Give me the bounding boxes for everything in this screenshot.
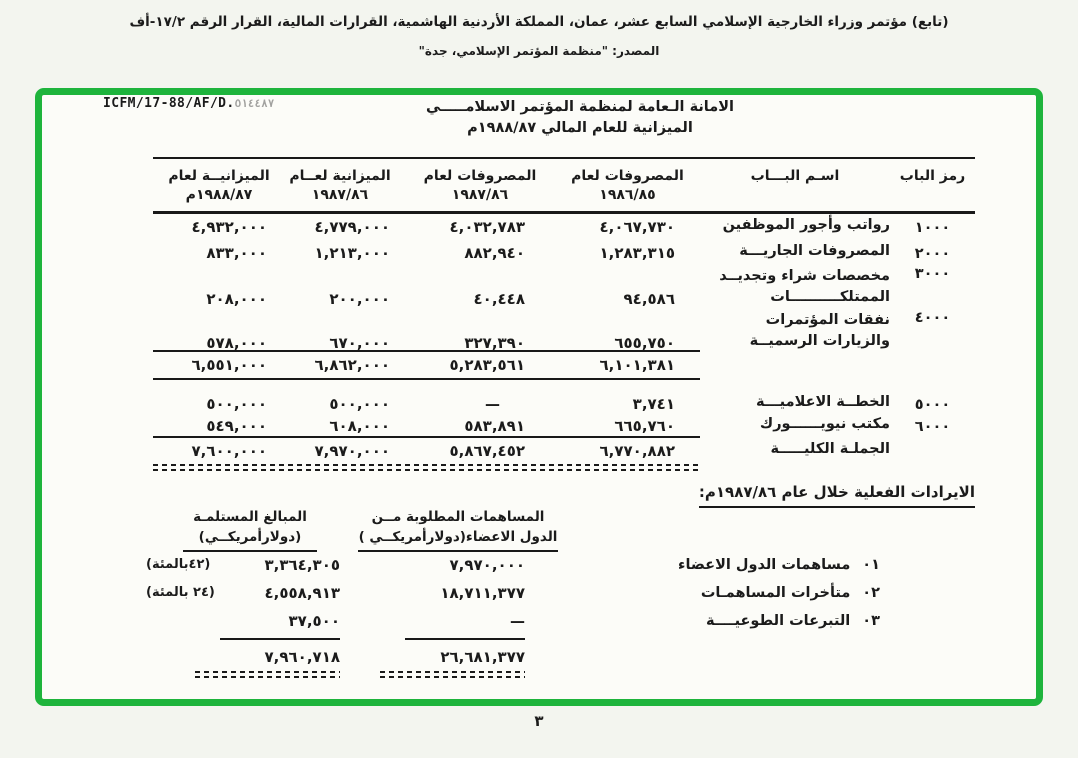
reference-code-faded: ٥١٤٤٨٧ xyxy=(234,97,275,110)
column-header-code: رمز الباب xyxy=(899,168,966,184)
document-title-line1: الامانة الـعامة لمنظمة المؤتمر الاسلامـــــي xyxy=(426,99,734,115)
budget-8887-value: ٥٠٠,٠٠٠ xyxy=(206,395,267,413)
revenue-item-3 xyxy=(678,607,880,635)
percentage-1: (٤٢بالمئة) xyxy=(146,557,211,572)
expenses-8685-value: ٦٥٥,٧٥٠ xyxy=(614,334,675,352)
expenses-8685-value: ١,٢٨٣,٣١٥ xyxy=(599,244,675,262)
table-row-2000 xyxy=(153,240,975,266)
total-expenses-8685: ٦,٧٧٠,٨٨٢ xyxy=(599,442,675,460)
section-code: ٣٠٠٠ xyxy=(914,266,951,282)
expenses-8786-value: — xyxy=(485,395,500,413)
budget-8887-value: ٨٣٣,٠٠٠ xyxy=(206,244,267,262)
budget-8786-value: ٢٠٠,٠٠٠ xyxy=(329,290,390,308)
expenses-8685-value: ٩٤,٥٨٦ xyxy=(623,290,675,308)
budget-table-header xyxy=(153,159,975,211)
required-values-column xyxy=(361,551,525,679)
total-budget-8786: ٧,٩٧٠,٠٠٠ xyxy=(314,442,390,460)
revenue-item-label: متأخرات المساهمـات xyxy=(700,585,851,601)
total-double-rule xyxy=(153,464,700,472)
expenses-8685-value: ٦٦٥,٧٦٠ xyxy=(614,417,675,435)
total-row xyxy=(153,438,975,464)
table-row-6000 xyxy=(153,414,975,436)
budget-8887-value: ٥٧٨,٠٠٠ xyxy=(206,334,267,352)
column-header-name: اسـم البـــاب xyxy=(750,168,840,184)
expenses-8685-value: ٤,٠٦٧,٧٣٠ xyxy=(599,218,675,236)
section-name: الخطــة الاعلاميـــة xyxy=(756,394,890,410)
required-value-3: — xyxy=(510,612,525,630)
required-total-rule xyxy=(405,638,525,640)
column-header-budget-8887: الميزانيــة لعام ١٩٨٨/٨٧م xyxy=(168,168,270,203)
table-row-3000 xyxy=(153,266,975,310)
revenues-list xyxy=(678,551,880,635)
budget-8786-value: ٤,٧٧٩,٠٠٠ xyxy=(314,218,390,236)
expenses-8786-value: ٤٠,٤٤٨ xyxy=(473,290,525,308)
received-total: ٧,٩٦٠,٧١٨ xyxy=(264,648,340,666)
budget-8887-value: ٥٤٩,٠٠٠ xyxy=(206,417,267,435)
conference-header-line: (تابع) مؤتمر وزراء الخارجية الإسلامي السابع عشر، عمان، المملكة الأردنية الهاشمية، القرارات المالية، القرار الرقم ١٧/٢-أف xyxy=(129,14,949,30)
received-total-double-rule xyxy=(195,671,340,679)
budget-8887-value: ٢٠٨,٠٠٠ xyxy=(206,290,267,308)
budget-8786-value: ٦٧٠,٠٠٠ xyxy=(329,334,390,352)
received-value-3: ٣٧,٥٠٠ xyxy=(288,612,340,630)
section-code: ٥٠٠٠ xyxy=(914,397,951,413)
percentage-column xyxy=(146,551,215,607)
revenues-title: الايرادات الفعلية خلال عام ١٩٨٧/٨٦م: xyxy=(699,483,975,508)
received-value-1: ٣,٣٦٤,٣٠٥ xyxy=(264,556,340,574)
source-line: المصدر: "منظمة المؤتمر الإسلامي، جدة" xyxy=(418,44,660,58)
budget-8786-value: ٦٠٨,٠٠٠ xyxy=(329,417,390,435)
received-total-rule xyxy=(220,638,340,640)
section-name: المصروفات الجاريـــة xyxy=(739,243,890,259)
table-row-4000 xyxy=(153,310,975,350)
section-name: مكتب نيويــــــورك xyxy=(759,416,890,432)
revenue-item-1 xyxy=(678,551,880,579)
subtotal-expenses-8786: ٥,٢٨٣,٥٦١ xyxy=(449,356,525,374)
received-value-2: ٤,٥٥٨,٩١٣ xyxy=(264,584,340,602)
revenue-item-label: التبرعات الطوعيــــة xyxy=(705,613,851,629)
table-row-1000 xyxy=(153,214,975,240)
expenses-8786-value: ٥٨٣,٨٩١ xyxy=(464,417,525,435)
revenue-item-number: ٠٢ xyxy=(862,585,880,601)
page-number: ٣ xyxy=(534,712,544,730)
document-title xyxy=(420,97,740,139)
total-budget-8887: ٧,٦٠٠,٠٠٠ xyxy=(191,442,267,460)
document-title-line2: الميزانية للعام المالي ١٩٨٨/٨٧م xyxy=(467,120,693,136)
expenses-8786-value: ٨٨٢,٩٤٠ xyxy=(464,244,525,262)
required-value-1: ٧,٩٧٠,٠٠٠ xyxy=(449,556,525,574)
reference-code-text: ICFM/17-88/AF/D. xyxy=(103,96,235,111)
table-row-5000 xyxy=(153,392,975,414)
subtotal-budget-8887: ٦,٥٥١,٠٠٠ xyxy=(191,356,267,374)
section-name: رواتب وأجور الموظفين xyxy=(722,217,890,233)
expenses-8786-value: ٤,٠٣٢,٧٨٣ xyxy=(449,218,525,236)
reference-code xyxy=(103,96,274,111)
required-total-double-rule xyxy=(380,671,525,679)
subtotal-expenses-8685: ٦,١٠١,٣٨١ xyxy=(599,356,675,374)
section-code: ١٠٠٠ xyxy=(914,220,951,236)
column-header-budget-8786: الميزانية لعــام ١٩٨٧/٨٦ xyxy=(289,168,391,203)
required-total: ٢٦,٦٨١,٣٧٧ xyxy=(440,648,525,666)
subtotal-row xyxy=(153,352,975,378)
budget-8786-value: ٥٠٠,٠٠٠ xyxy=(329,395,390,413)
expenses-8786-value: ٣٢٧,٣٩٠ xyxy=(464,334,525,352)
revenue-item-number: ٠١ xyxy=(862,557,880,573)
received-amounts-header: المبالغ المستلمـة (دولارأمريكــي) xyxy=(183,507,317,552)
required-value-2: ١٨,٧١١,٣٧٧ xyxy=(440,584,525,602)
section-name: نفقات المؤتمرات والزيارات الرسميــة xyxy=(749,312,890,349)
column-header-expenses-8786: المصروفات لعام ١٩٨٧/٨٦ xyxy=(423,168,537,203)
budget-8786-value: ١,٢١٣,٠٠٠ xyxy=(314,244,390,262)
budget-table xyxy=(153,157,975,472)
total-expenses-8786: ٥,٨٦٧,٤٥٢ xyxy=(449,442,525,460)
budget-8887-value: ٤,٩٣٢,٠٠٠ xyxy=(191,218,267,236)
percentage-2: (٢٤ بالمئة) xyxy=(146,585,215,600)
section-code: ٤٠٠٠ xyxy=(914,310,951,326)
revenue-item-label: مساهمات الدول الاعضاء xyxy=(678,557,851,573)
section-code: ٦٠٠٠ xyxy=(914,419,951,435)
total-label: الجملـة الكليـــــة xyxy=(770,441,890,457)
required-contributions-header: المساهمات المطلوبة مــن الدول الاعضاء(دولارأمريكــي ) xyxy=(358,507,558,552)
section-code: ٢٠٠٠ xyxy=(914,246,951,262)
expenses-8685-value: ٣,٧٤١ xyxy=(632,395,675,413)
section-name: مخصصات شراء وتجديــد الممتلكــــــــــات xyxy=(719,268,890,305)
revenue-item-number: ٠٣ xyxy=(862,613,880,629)
column-header-expenses-8685: المصروفات لعام ١٩٨٦/٨٥ xyxy=(571,168,684,203)
subtotal-budget-8786: ٦,٨٦٢,٠٠٠ xyxy=(314,356,390,374)
revenue-item-2 xyxy=(678,579,880,607)
